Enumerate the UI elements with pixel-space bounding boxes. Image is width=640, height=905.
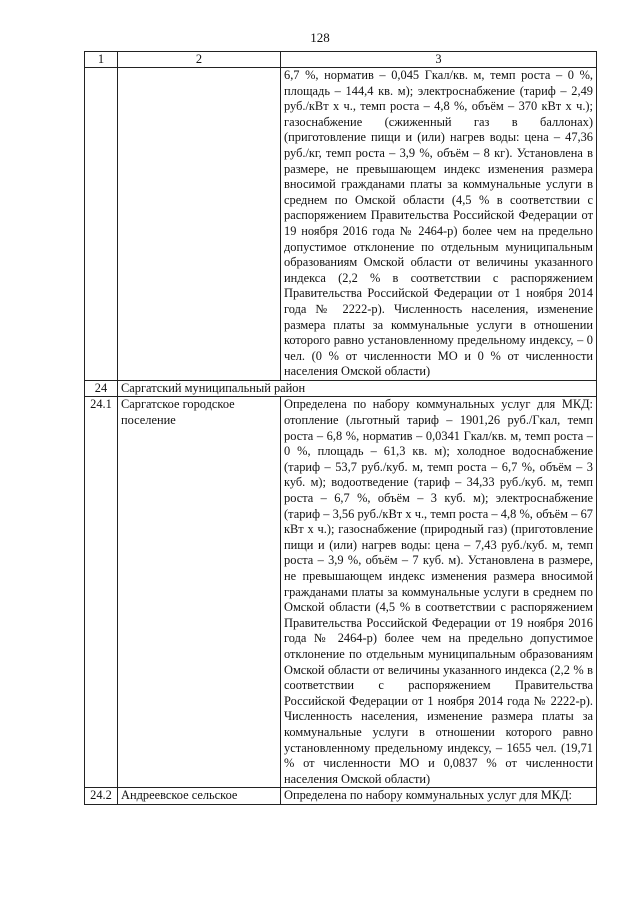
column-header-1: 1 (85, 52, 118, 68)
settlement-description-cell: Определена по набору коммунальных услуг для МКД: отопление (льготный тариф – 1901,26 руб./Гкал, темп роста – 6,8 %, норматив – 0,0341 Гкал/кв. м, темп роста – 0 %, площадь – 61,3 кв. м); холодное водоснабжение (тариф – 53,7 руб./куб. м, темп роста – 6,7 %, объём – 3 куб. м); водоотведение (тариф – 34,33 руб./куб. м, темп роста – 6,7 %, объём – 3 куб. м); электроснабжение (тариф – 3,56 руб./кВт х ч., темп роста – 4,8 %, объём – 67 кВт х ч.); газоснабжение (природный газ) (приготовление пищи и (или) нагрев воды: цена – 7,43 руб./куб. м, темп роста – 3,9 %, объём – 7 куб. м). Установлена в размере, не превышающем индекс изменения размера вносимой гражданами платы за коммунальные услуги в среднем по Омской области (4,5 % в соответствии с распоряжением Правительства Российской Федерации от 19 ноября 2016 года № 2464-р) более чем на предельно допустимое отклонение по отдельным муниципальным образованиям Омской области от величины указанного индекса (2,2 % в соответствии с распоряжением Правительства Российской Федерации от 1 ноября 2014 года № 2222-р). Численность населения, изменение размера платы за коммунальные услуги в отношении которого равно установленному предельному индексу, – 1655 чел. (19,71 % от численности МО и 0,0837 % от численности населения Омской области) (281, 397, 597, 788)
table-row-continuation (85, 68, 597, 381)
page-number: 128 (310, 30, 330, 45)
district-number-cell: 24 (85, 380, 118, 397)
table-row-district (85, 380, 597, 397)
table-row-settlement (85, 397, 597, 788)
table-header-row (85, 52, 597, 68)
district-name-cell: Саргатский муниципальный район (118, 380, 597, 397)
settlement-number-cell: 24.1 (85, 397, 118, 788)
row-number-cell (85, 68, 118, 381)
column-header-3: 3 (281, 52, 597, 68)
settlement-name-cell: Андреевское сельское (118, 788, 281, 805)
row-name-cell (118, 68, 281, 381)
tariff-table (84, 51, 597, 805)
settlement-description-cell: Определена по набору коммунальных услуг для МКД: (281, 788, 597, 805)
column-header-2: 2 (118, 52, 281, 68)
table-row-settlement (85, 788, 597, 805)
row-description-cell: 6,7 %, норматив – 0,045 Гкал/кв. м, темп роста – 0 %, площадь – 144,4 кв. м); электроснабжение (тариф – 2,49 руб./кВт х ч., темп роста – 4,8 %, объём – 370 кВт х ч.); газоснабжение (сжиженный газ в баллонах) (приготовление пищи и (или) нагрев воды: цена – 47,36 руб./кг, темп роста – 3,9 %, объём – 8 кг). Установлена в размере, не превышающем индекс изменения размера вносимой гражданами платы за коммунальные услуги в среднем по Омской области (4,5 % в соответствии с распоряжением Правительства Российской Федерации от 19 ноября 2016 года № 2464-р) более чем на предельно допустимое отклонение по отдельным муниципальным образованиям Омской области от величины указанного индекса (2,2 % в соответствии с распоряжением Правительства Российской Федерации от 1 ноября 2014 года № 2222-р). Численность населения, изменение размера платы за коммунальные услуги в отношении которого равно установленному предельному индексу, – 0 чел. (0 % от численности МО и 0 % от численности населения Омской области) (281, 68, 597, 381)
settlement-name-cell: Саргатское городское поселение (118, 397, 281, 788)
settlement-number-cell: 24.2 (85, 788, 118, 805)
